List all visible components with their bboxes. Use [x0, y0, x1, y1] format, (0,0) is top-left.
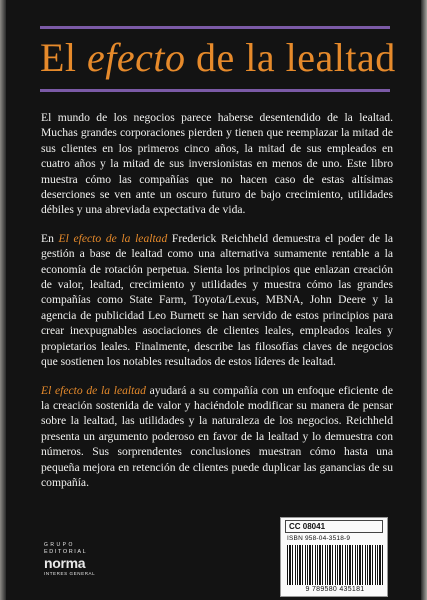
book-title-reference: El efecto de la lealtad	[58, 231, 168, 245]
title-top-rule	[40, 26, 390, 29]
publisher-group-label: GRUPO	[44, 542, 75, 548]
synopsis-paragraph	[41, 383, 393, 491]
isbn-number: ISBN 958-04-3518-9	[287, 535, 351, 542]
synopsis-text	[41, 110, 393, 503]
paragraph-text: El mundo de los negocios parece haberse desentendido de la lealtad. Muchas grandes corporaciones pierden y tienen que reemplazar la mitad de sus clientes en los primeros cinco años, la mitad de sus empleados en cuatro años y la mitad de sus inversionistas en menos de uno. Este libro muestra cómo las compañías que no hacen caso de estas altísimas deserciones se ven ante un oscuro futuro de bajo crecimiento, utilidades débiles y una abreviada expectativa de vida.	[41, 111, 393, 217]
synopsis-paragraph	[41, 231, 393, 370]
synopsis-paragraph	[41, 110, 393, 218]
publisher-line: INTERES GENERAL	[44, 571, 96, 576]
title-part-2: efecto	[87, 35, 186, 80]
paragraph-text: En	[41, 231, 59, 245]
book-title-reference: El efecto de la lealtad	[41, 383, 146, 397]
title-part-1: El	[40, 35, 88, 80]
title-bottom-rule	[40, 89, 390, 92]
book-title	[40, 30, 396, 86]
title-part-3: de la lealtad	[185, 35, 396, 80]
book-back-cover	[6, 0, 421, 600]
paragraph-text: Frederick Reichheld demuestra el poder de la gestión a base de lealtad como una alternativa sumamente rentable a la economía de rotación perpetua. Sienta los principios que enlazan creación de valor, lealtad, crecimiento y utilidades y muestra cómo las grandes compañías como State Farm, Toyota/Lexus, MBNA, John Deere y la agencia de publicidad Leo Burnett se han servido de estos principios para crear inexpugnables asociaciones de clientes leales, empleados leales y propietarios leales. Finalmente, describe las filosofías claves de negocios que sostienen los notables resultados de estos líderes de lealtad.	[41, 231, 393, 369]
publisher-editorial-label: EDITORIAL	[44, 549, 88, 555]
right-book-edge	[421, 0, 427, 600]
publisher-name: norma	[44, 555, 86, 571]
catalog-code: CC 08041	[285, 520, 383, 533]
barcode-digits: 9 789580 435181	[305, 586, 365, 593]
isbn-sticker	[280, 517, 388, 597]
paragraph-text: ayudará a su compañía con un enfoque eficiente de la creación sostenida de valor y haciéndole modificar su manera de pensar sobre la lealtad, las utilidades y la naturaleza de los negocios. Reichheld presenta un argumento poderoso en favor de la lealtad y lo demuestra con números. Sus sorprendentes conclusiones muestran cómo hasta una pequeña mejora en retención de clientes puede duplicar las ganancias de su compañía.	[41, 383, 393, 489]
barcode	[287, 545, 383, 585]
publisher-logo	[44, 542, 104, 577]
